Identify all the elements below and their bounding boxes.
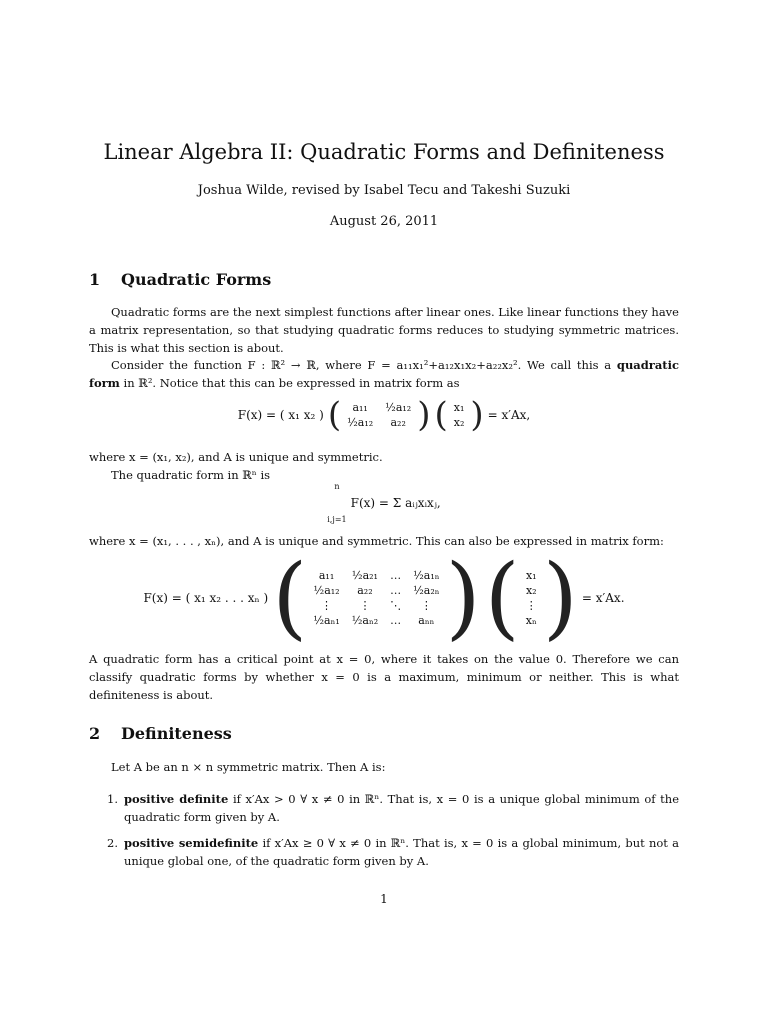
list-item: 1. positive definite if x′Ax > 0 ∀ x ≠ 0 in ℝⁿ. That is, x = 0 is a unique global minimum of the quadratic form given by A. xyxy=(107,792,679,824)
paragraph: Consider the function F : ℝ² → ℝ, where F = a₁₁x₁²+a₁₂x₁x₂+a₂₂x₂². We call this a quadratic form in ℝ². Notice that this can be expressed in matrix form as xyxy=(89,358,679,390)
matrix: ( a₁₁ ½a₂₁ … ½a₁ₙ ½a₁₂ a₂₂ … ½a₂ₙ ⋮ ⋮ ⋱ ⋮ ½aₙ₁ ½aₙ₂ … aₙₙ ) xyxy=(272,545,481,650)
bold-term: quadratic form xyxy=(89,358,679,390)
bold-term: positive semidefinite xyxy=(124,836,259,850)
paragraph: The quadratic form in ℝⁿ is xyxy=(111,468,271,482)
paragraph: A quadratic form has a critical point at x = 0, where it takes on the value 0. Therefore we can classify quadratic forms by whether x = 0 is a maximum, minimum or neither. This is what definiteness is about. xyxy=(89,652,679,702)
authors: Joshua Wilde, revised by Isabel Tecu and Takeshi Suzuki xyxy=(197,183,571,198)
paragraph: Let A be an n × n symmetric matrix. Then A is: xyxy=(111,760,386,774)
paragraph: Quadratic forms are the next simplest functions after linear ones. Like linear functions they have a matrix representation, so that studying quadratic forms reduces to studying symmetric matrices. This is what this section is about. xyxy=(89,305,679,355)
section-number: 1 xyxy=(89,270,101,289)
equation-body: F(x) = Σ aᵢⱼxᵢxⱼ, xyxy=(350,496,441,510)
equation-lhs: F(x) = ( x₁ x₂ ) xyxy=(237,408,324,422)
equation-lhs: F(x) = ( x₁ x₂ . . . xₙ ) xyxy=(143,591,269,605)
page-number: 1 xyxy=(380,892,388,906)
section-1-heading xyxy=(89,270,271,289)
vector: ( x₁ x₂ ) xyxy=(434,395,484,435)
bold-term: positive definite xyxy=(124,792,229,806)
document-title: Linear Algebra II: Quadratic Forms and Definiteness xyxy=(103,140,665,164)
equation-3 xyxy=(0,545,768,650)
sum-limits: n i,j=1 xyxy=(327,482,347,524)
equation-rhs: = x′Ax. xyxy=(581,591,625,605)
definition-list xyxy=(89,790,679,878)
section-title: Quadratic Forms xyxy=(121,270,272,289)
vector: ( x₁ x₂ ⋮ xₙ ) xyxy=(484,545,578,650)
equation-1 xyxy=(0,395,768,435)
paragraph: where x = (x₁, . . . , xₙ), and A is unique and symmetric. This can also be expressed in matrix form: xyxy=(89,534,664,548)
section-2-heading xyxy=(89,724,232,743)
section-number: 2 xyxy=(89,724,101,743)
section-title: Definiteness xyxy=(121,724,232,743)
date: August 26, 2011 xyxy=(329,214,439,229)
list-item: 2. positive semidefinite if x′Ax ≥ 0 ∀ x ≠ 0 in ℝⁿ. That is, x = 0 is a global minimum, but not a unique global one, of the quadratic form given by A. xyxy=(107,836,679,868)
equation-rhs: = x′Ax, xyxy=(487,408,531,422)
matrix: ( a₁₁ ½a₁₂ ½a₁₂ a₂₂ ) xyxy=(327,395,431,435)
equation-2 xyxy=(0,482,768,524)
paragraph: where x = (x₁, x₂), and A is unique and symmetric. xyxy=(89,450,383,464)
